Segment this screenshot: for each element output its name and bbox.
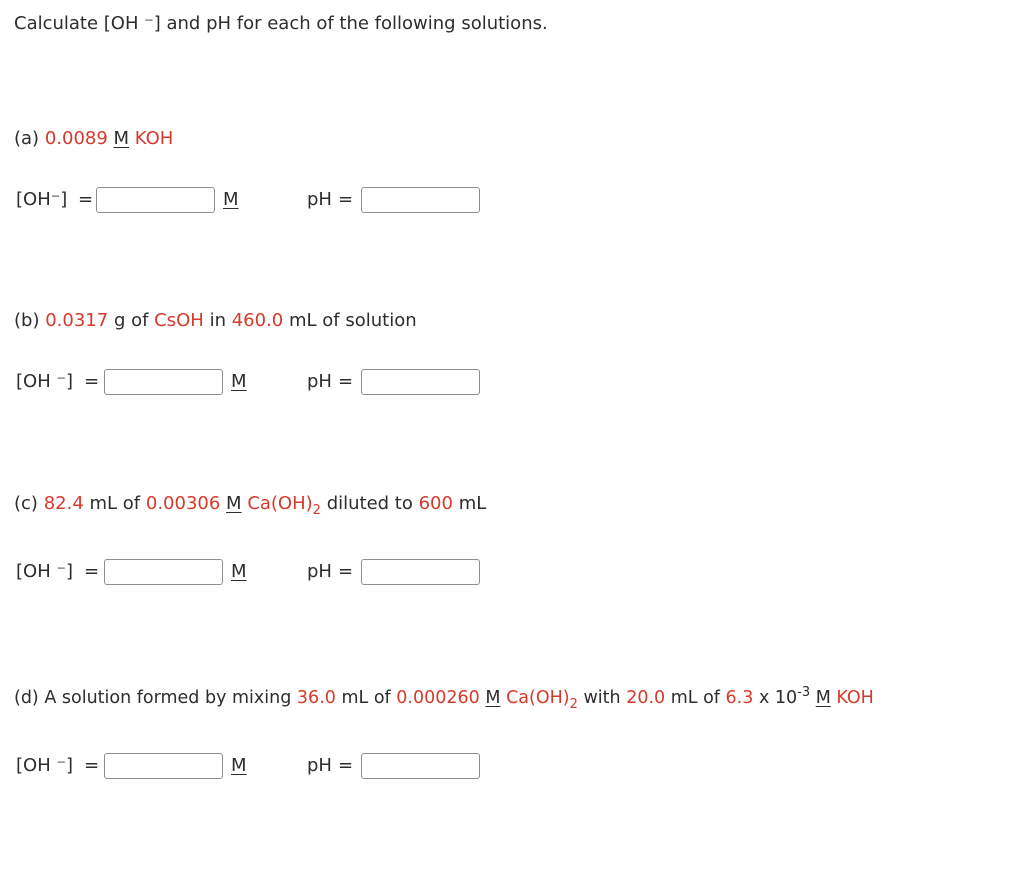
part-d-concentration2-times: x 10 (758, 688, 798, 708)
part-d-answer-row (0, 753, 1024, 783)
part-a-answer-unit: M (223, 189, 239, 210)
part-d-ph-equals: = (338, 755, 354, 776)
part-a-prompt (14, 128, 173, 149)
part-c-solute (247, 493, 321, 518)
part-b-answer-unit: M (231, 371, 247, 392)
part-b-ph-equals: = (338, 371, 354, 392)
part-d-volume1: 36.0 (296, 688, 336, 708)
part-d-concentration2-exponent: -3 (797, 685, 811, 700)
part-c-answer-unit: M (231, 561, 247, 582)
part-b-volume: 460.0 (231, 310, 284, 331)
part-b-text1: g of (113, 310, 149, 331)
part-d-concentration2-mantissa: 6.3 (725, 688, 754, 708)
part-d-oh-equals: = (84, 755, 100, 776)
part-d-ph-input[interactable] (361, 753, 480, 779)
part-c-unit: M (226, 493, 242, 514)
part-b-text2: in (209, 310, 226, 331)
part-a-oh-equals: = (78, 189, 94, 210)
part-d-solute2: KOH (836, 688, 874, 708)
part-a-oh-input[interactable] (96, 187, 215, 213)
part-d-text3: with (583, 688, 621, 708)
part-c-volume: 82.4 (43, 493, 84, 514)
part-d-unit1: M (485, 688, 501, 708)
part-c-ph-input[interactable] (361, 559, 480, 585)
part-d-letter: (d) (14, 688, 39, 708)
part-a-letter: (a) (14, 128, 40, 149)
part-a-solute: KOH (134, 128, 174, 149)
part-d-oh-label: [OH ⁻] (16, 755, 73, 776)
part-c-solute-subscript: 2 (312, 503, 321, 518)
part-a-answer-row (0, 187, 1024, 217)
part-c-prompt (14, 493, 487, 518)
part-b-answer-row (0, 369, 1024, 399)
part-c-text3: mL (458, 493, 487, 514)
part-d-volume2: 20.0 (626, 688, 666, 708)
part-b-oh-label: [OH ⁻] (16, 371, 73, 392)
part-a-ph-input[interactable] (361, 187, 480, 213)
part-c-oh-label: [OH ⁻] (16, 561, 73, 582)
part-b-mass: 0.0317 (45, 310, 109, 331)
part-d-oh-input[interactable] (104, 753, 223, 779)
part-b-prompt (14, 310, 417, 331)
part-c-oh-equals: = (84, 561, 100, 582)
part-c-letter: (c) (14, 493, 38, 514)
part-d-concentration1: 0.000260 (396, 688, 480, 708)
part-c-concentration: 0.00306 (145, 493, 221, 514)
part-a-unit: M (113, 128, 130, 149)
part-d-text4: mL of (670, 688, 720, 708)
part-d-concentration2-power (758, 685, 811, 708)
part-d-text2: mL of (341, 688, 391, 708)
part-c-ph-equals: = (338, 561, 354, 582)
part-b-oh-input[interactable] (104, 369, 223, 395)
part-b-solute: CsOH (154, 310, 204, 331)
part-a-concentration: 0.0089 (44, 128, 108, 149)
part-a-ph-label: pH (307, 189, 332, 210)
part-b-text3: mL of solution (288, 310, 417, 331)
part-d-ph-label: pH (307, 755, 332, 776)
part-b-oh-equals: = (84, 371, 100, 392)
part-d-unit2: M (815, 688, 831, 708)
part-b-ph-input[interactable] (361, 369, 480, 395)
part-c-oh-input[interactable] (104, 559, 223, 585)
part-c-solute-main: Ca(OH) (247, 493, 313, 514)
part-d-solute1 (506, 688, 578, 712)
part-b-ph-label: pH (307, 371, 332, 392)
part-c-answer-row (0, 559, 1024, 589)
part-d-prompt (14, 685, 874, 712)
instructions: Calculate [OH ⁻] and pH for each of the following solutions. (14, 13, 548, 34)
part-a-ph-equals: = (338, 189, 354, 210)
part-c-final-volume: 600 (418, 493, 453, 514)
part-c-ph-label: pH (307, 561, 332, 582)
part-a-oh-label: [OH⁻] (16, 189, 68, 210)
part-d-text1: A solution formed by mixing (44, 688, 292, 708)
part-d-solute1-main: Ca(OH) (506, 688, 570, 708)
part-c-text1: mL of (89, 493, 141, 514)
part-d-solute1-subscript: 2 (569, 697, 578, 712)
part-c-text2: diluted to (326, 493, 413, 514)
part-d-answer-unit: M (231, 755, 247, 776)
part-b-letter: (b) (14, 310, 40, 331)
